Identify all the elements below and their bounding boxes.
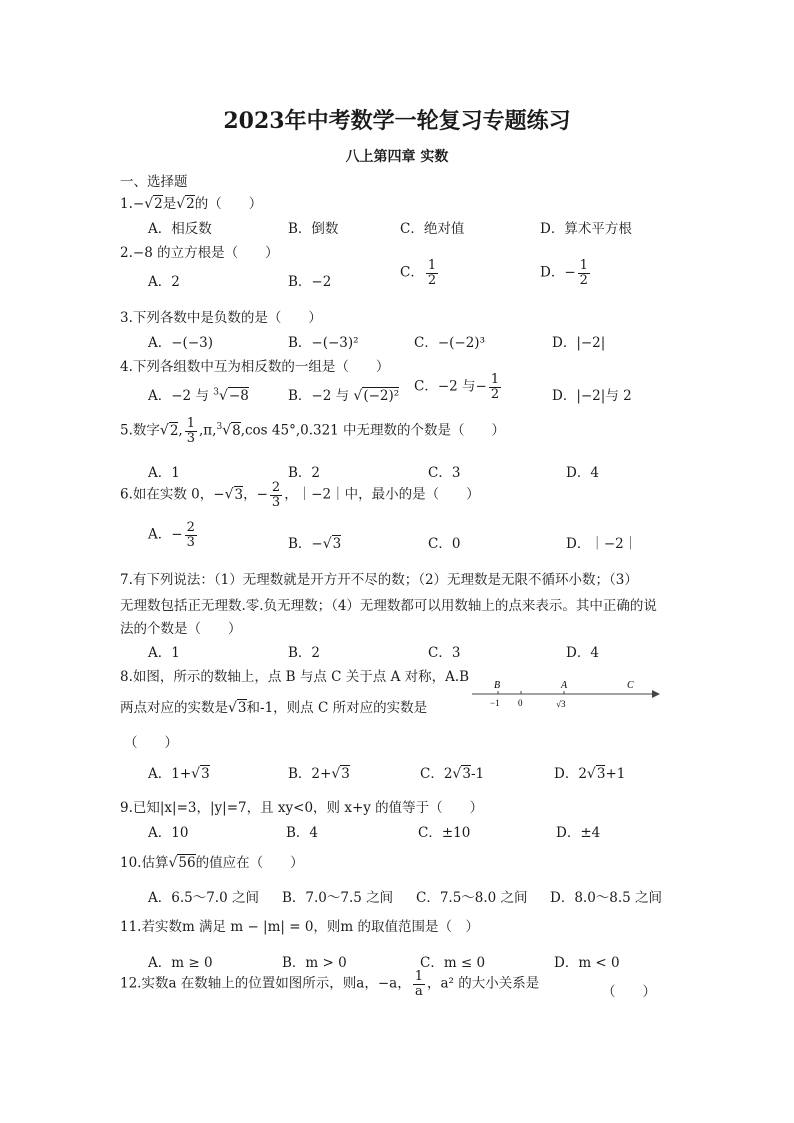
q7-option-a: A．1: [148, 645, 180, 661]
question-7-line-3: 法的个数是（ ）: [120, 621, 242, 637]
question-4: 4.下列各组数中互为相反数的一组是（ ）: [120, 359, 390, 375]
q1-option-a: A．相反数: [148, 221, 212, 237]
number-line-figure: [470, 676, 660, 716]
q5-option-b: B．2: [288, 465, 321, 481]
q4-option-b: B．−2 与 √(−2)²: [288, 388, 400, 404]
q10-option-a: A．6.5～7.0 之间: [148, 890, 259, 906]
page-subtitle: 八上第四章 实数: [345, 149, 449, 165]
q7-option-b: B．2: [288, 645, 321, 661]
q7-option-c: C．3: [428, 645, 461, 661]
q9-option-d: D．±4: [556, 825, 601, 841]
q4-option-a: A．−2 与 $^3$√−8: [148, 387, 249, 404]
q8-option-b: B．2+√3: [288, 766, 350, 782]
q3-option-b: B．−(−3)²: [288, 335, 359, 351]
q2-option-d: D．− $\frac{1}{2}$: [540, 258, 588, 288]
q5-option-c: C．3: [428, 465, 461, 481]
q11-option-c: C．m ≤ 0: [420, 955, 486, 971]
q6-option-b: B．−√3: [288, 536, 342, 552]
question-7-line-2: 无理数包括正无理数.零.负无理数；（4）无理数都可以用数轴上的点来表示。其中正确的说: [120, 598, 657, 614]
q10-option-b: B．7.0～7.5 之间: [282, 890, 394, 906]
q6-option-a: A．− $\frac{2}{3}$: [148, 520, 195, 550]
question-2: 2.−8 的立方根是（ ）: [120, 245, 279, 261]
q8-option-d: D．2√3+1: [554, 766, 626, 782]
q10-option-c: C．7.5～8.0 之间: [416, 890, 528, 906]
q9-option-c: C．±10: [418, 825, 471, 841]
q4-option-c: C．−2 与− $\frac{1}{2}$: [414, 372, 500, 402]
q9-option-b: B．4: [286, 825, 319, 841]
question-11: 11.若实数m 满足 m − |m| = 0，则m 的取值范围是（ ）: [120, 919, 480, 935]
q1-option-b: B．倒数: [288, 221, 339, 237]
q8-option-a: A．1+√3: [148, 766, 210, 782]
q11-option-d: D．m < 0: [554, 955, 620, 971]
q2-option-c: C． $\frac{1}{2}$: [400, 258, 437, 288]
q7-option-d: D．4: [566, 645, 599, 661]
q9-option-a: A．10: [148, 825, 189, 841]
question-7-line-1: 7.有下列说法：（1）无理数就是开方开不尽的数；（2）无理数是无限不循环小数；（3）: [120, 572, 638, 588]
point-a-label: A: [561, 680, 568, 691]
q2-option-a: A．2: [148, 274, 180, 290]
section-heading: 一、选择题: [120, 174, 188, 190]
question-10: 10.估算√56的值应在（ ）: [120, 855, 304, 871]
q11-option-a: A．m ≥ 0: [148, 955, 213, 971]
question-8-line-1: 8.如图，所示的数轴上，点 B 与点 C 关于点 A 对称，A.B: [120, 669, 470, 685]
q2-option-b: B．−2: [288, 274, 332, 290]
question-12-answer-paren: （ ）: [602, 984, 656, 1000]
q1-option-d: D．算术平方根: [540, 221, 632, 237]
page-title: 2023年中考数学一轮复习专题练习: [223, 108, 571, 134]
q10-option-d: D．8.0～8.5 之间: [550, 890, 663, 906]
q3-option-c: C．−(−2)³: [414, 335, 485, 351]
q8-option-c: C．2√3-1: [420, 766, 485, 782]
point-c-label: C: [627, 680, 634, 691]
question-9: 9.已知|x|=3，|y|=7，且 xy<0，则 x+y 的值等于（ ）: [120, 800, 484, 816]
tick-zero: 0: [518, 698, 523, 708]
question-8-line-3: （ ）: [124, 735, 178, 751]
question-8-line-2: 两点对应的实数是√3和-1，则点 C 所对应的实数是: [120, 700, 428, 716]
q3-option-a: A．−(−3): [148, 335, 213, 351]
question-5: 5.数字√2, $\frac{1}{3}$ ,π,$^3$√8,cos 45°,0.321 中无理数的个数是（ ）: [120, 416, 506, 446]
tick-root-three: √3: [556, 699, 566, 709]
q3-option-d: D．|−2|: [552, 335, 606, 351]
q1-option-c: C．绝对值: [400, 221, 465, 237]
q5-option-a: A．1: [148, 465, 180, 481]
question-3: 3.下列各数中是负数的是（ ）: [120, 310, 322, 326]
q4-option-d: D．|−2|与 2: [552, 388, 632, 404]
q6-option-c: C．0: [428, 536, 461, 552]
number-line-arrow: [652, 690, 660, 698]
question-12: 12.实数a 在数轴上的位置如图所示，则a，−a， $\frac{1}{a}$ ，a² 的大小关系是: [120, 969, 540, 999]
question-6: 6.如在实数 0，−√3，− $\frac{2}{3}$ ，｜−2｜中，最小的是（ ）: [120, 480, 480, 510]
question-1: 1.−√2是√2的（ ）: [120, 196, 263, 212]
q5-option-d: D．4: [566, 465, 599, 481]
point-b-label: B: [494, 680, 501, 691]
q11-option-b: B．m > 0: [282, 955, 347, 971]
tick-minus-one: −1: [490, 698, 500, 708]
q6-option-d: D．｜−2｜: [566, 536, 638, 552]
